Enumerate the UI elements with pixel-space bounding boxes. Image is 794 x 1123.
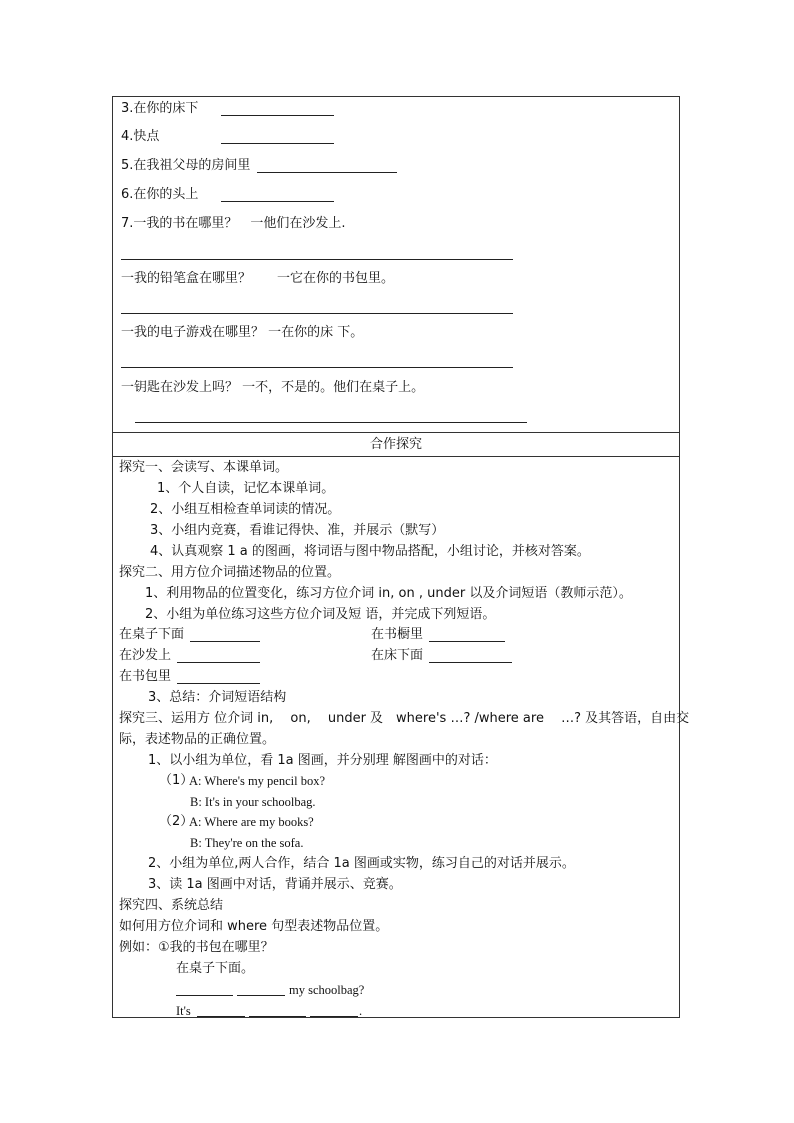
s1-item-2: 2、小组互相检查单词读的情况。	[150, 502, 341, 517]
phrase-under-bed: 在床下面	[371, 648, 424, 663]
s2-item-1: 1、利用物品的位置变化，练习方位介词 in, on , under 以及介词短语（教师示范）。	[145, 586, 632, 601]
item-3: 3.在你的床下	[121, 101, 199, 116]
phrase-on-sofa: 在沙发上	[119, 648, 172, 663]
s3-item-2: 2、小组为单位,两人合作，结合 1a 图画或实物，练习自己的对话并展示。	[148, 856, 575, 871]
answer-blank-6[interactable]	[221, 201, 334, 202]
item-7c: 一我的电子游戏在哪里？ 一在你的床 下。	[121, 325, 364, 340]
item-6: 6.在你的头上	[121, 187, 199, 202]
s1-item-1: 1、个人自读，记忆本课单词。	[157, 481, 335, 496]
s3-title-line1: 探究三、运用方 位介词 in, on, under 及 where's …? /where are …? 及其答语，自由交	[119, 711, 690, 726]
s4-title: 探究四、系统总结	[119, 898, 224, 913]
phrase-in-bookcase: 在书橱里	[371, 627, 424, 642]
answer-blank-4[interactable]	[221, 143, 334, 144]
example-question-tail: my schoolbag?	[289, 983, 365, 997]
section-divider-1	[113, 432, 679, 433]
example-answer-tail: .	[359, 1004, 363, 1018]
item-7d: 一钥匙在沙发上吗？ 一不，不是的。他们在桌子上。	[121, 380, 425, 395]
s1-item-4: 4、认真观察 1 a 的图画，将词语与图中物品搭配，小组讨论，并核对答案。	[150, 544, 590, 559]
example-answer: 在桌子下面。	[176, 961, 255, 976]
dialog2-label: （2）	[159, 814, 194, 829]
example-blank-1[interactable]	[176, 995, 233, 996]
s1-title: 探究一、会读写、本课单词。	[119, 460, 289, 475]
phrase-blank-5[interactable]	[177, 683, 260, 684]
answer-blank-3[interactable]	[221, 115, 334, 116]
answer-line-7a[interactable]	[121, 259, 513, 260]
phrase-blank-4[interactable]	[429, 662, 512, 663]
answer-blank-5[interactable]	[257, 172, 397, 173]
s3-item-3: 3、读 1a 图画中对话，背诵并展示、竞赛。	[148, 877, 402, 892]
dialog2-a: A: Where are my books?	[189, 815, 314, 829]
dialog2-b: B: They're on the sofa.	[190, 836, 304, 850]
item-5: 5.在我祖父母的房间里	[121, 158, 251, 173]
s1-item-3: 3、小组内竞赛，看谁记得快、准，并展示（默写）	[150, 523, 445, 538]
example-label: 例如：①我的书包在哪里？	[119, 940, 274, 955]
s4-line: 如何用方位介词和 where 句型表述物品位置。	[119, 919, 389, 934]
dialog1-b: B: It's in your schoolbag.	[190, 795, 316, 809]
phrase-under-desk: 在桌子下面	[119, 627, 185, 642]
phrase-blank-3[interactable]	[177, 662, 260, 663]
coop-header: 合作探究	[369, 437, 422, 452]
s2-title: 探究二、用方位介词描述物品的位置。	[119, 565, 341, 580]
s2-summary: 3、总结：介词短语结构	[148, 690, 287, 705]
s3-title-line2: 际，表述物品的正确位置。	[119, 732, 276, 747]
s2-item-2: 2、小组为单位练习这些方位介词及短 语，并完成下列短语。	[145, 607, 496, 622]
dialog1-a: A: Where's my pencil box?	[189, 774, 326, 788]
item-4: 4.快点	[121, 129, 160, 144]
answer-line-7c[interactable]	[121, 367, 513, 368]
section-divider-2	[113, 456, 679, 457]
item-7: 7.一我的书在哪里？ 一他们在沙发上.	[121, 216, 346, 231]
worksheet-frame	[112, 96, 690, 1018]
example-blank-3[interactable]	[197, 1016, 245, 1017]
item-7b: 一我的铅笔盒在哪里？ 一它在你的书包里。	[121, 271, 395, 286]
example-answer-head: It's	[176, 1004, 191, 1018]
phrase-blank-1[interactable]	[190, 641, 260, 642]
s3-item-1: 1、以小组为单位，看 1a 图画，并分别理 解图画中的对话：	[148, 753, 497, 768]
answer-line-7d[interactable]	[135, 422, 527, 423]
example-blank-5[interactable]	[310, 1016, 358, 1017]
phrase-in-schoolbag: 在书包里	[119, 669, 172, 684]
example-blank-4[interactable]	[249, 1016, 306, 1017]
example-blank-2[interactable]	[237, 995, 285, 996]
phrase-blank-2[interactable]	[429, 641, 505, 642]
answer-line-7b[interactable]	[121, 313, 513, 314]
dialog1-label: （1）	[159, 773, 194, 788]
